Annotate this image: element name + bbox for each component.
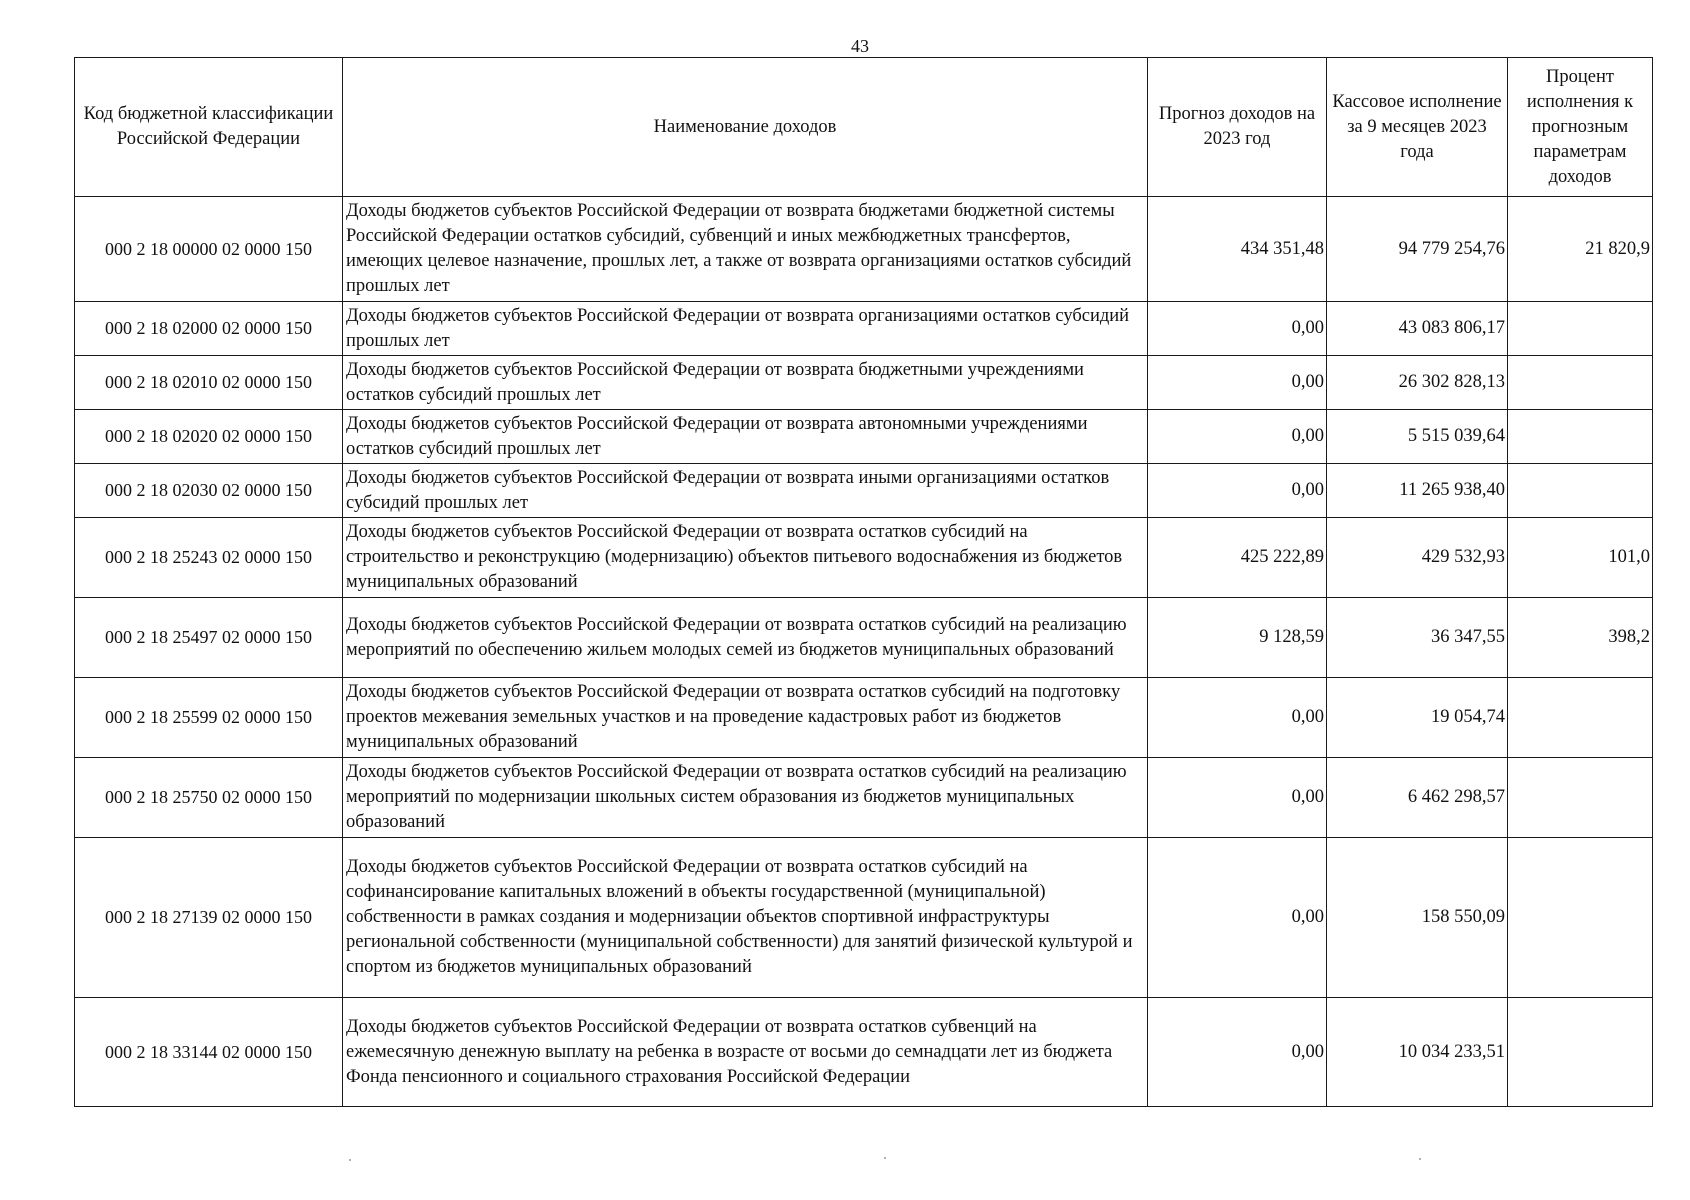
row-forecast: 425 222,89 (1148, 518, 1327, 598)
row-percent (1508, 464, 1653, 518)
row-name: Доходы бюджетов субъектов Российской Федерации от возврата бюджетами бюджетной системы Российской Федерации остатков субсидий, субвенций и иных межбюджетных трансфертов, имеющих целевое назначение, прошлых лет, а также от возврата организациями остатков субсидий прошлых лет (343, 197, 1148, 302)
row-percent: 398,2 (1508, 598, 1653, 678)
row-code: 000 2 18 25599 02 0000 150 (75, 678, 343, 758)
row-forecast: 9 128,59 (1148, 598, 1327, 678)
row-code: 000 2 18 02010 02 0000 150 (75, 356, 343, 410)
row-forecast: 0,00 (1148, 758, 1327, 838)
row-percent (1508, 678, 1653, 758)
row-actual: 36 347,55 (1327, 598, 1508, 678)
row-forecast: 0,00 (1148, 838, 1327, 998)
row-percent (1508, 758, 1653, 838)
header-code: Код бюджетной классификации Российской Федерации (75, 58, 343, 197)
row-forecast: 0,00 (1148, 678, 1327, 758)
row-percent: 101,0 (1508, 518, 1653, 598)
row-code: 000 2 18 02020 02 0000 150 (75, 410, 343, 464)
row-actual: 26 302 828,13 (1327, 356, 1508, 410)
row-percent (1508, 356, 1653, 410)
table-row (75, 838, 1653, 998)
header-name: Наименование доходов (343, 58, 1148, 197)
row-forecast: 0,00 (1148, 302, 1327, 356)
row-percent (1508, 410, 1653, 464)
header-percent: Процент исполнения к прогнозным параметрам доходов (1508, 58, 1653, 197)
table-row (75, 758, 1653, 838)
row-code: 000 2 18 33144 02 0000 150 (75, 998, 343, 1107)
row-code: 000 2 18 25497 02 0000 150 (75, 598, 343, 678)
row-actual: 43 083 806,17 (1327, 302, 1508, 356)
row-name: Доходы бюджетов субъектов Российской Федерации от возврата бюджетными учреждениями остатков субсидий прошлых лет (343, 356, 1148, 410)
table-row (75, 197, 1653, 302)
row-actual: 94 779 254,76 (1327, 197, 1508, 302)
row-name: Доходы бюджетов субъектов Российской Федерации от возврата организациями остатков субсидий прошлых лет (343, 302, 1148, 356)
row-name: Доходы бюджетов субъектов Российской Федерации от возврата остатков субвенций на ежемесячную денежную выплату на ребенка в возрасте от восьми до семнадцати лет из бюджета Фонда пенсионного и социального страхования Российской Федерации (343, 998, 1148, 1107)
table-row (75, 678, 1653, 758)
row-forecast: 0,00 (1148, 356, 1327, 410)
page-number: 43 (851, 36, 869, 56)
row-name: Доходы бюджетов субъектов Российской Федерации от возврата остатков субсидий на строительство и реконструкцию (модернизацию) объектов питьевого водоснабжения из бюджетов муниципальных образований (343, 518, 1148, 598)
row-actual: 11 265 938,40 (1327, 464, 1508, 518)
table-row (75, 464, 1653, 518)
table-header-row (75, 58, 1653, 197)
row-actual: 158 550,09 (1327, 838, 1508, 998)
row-code: 000 2 18 02000 02 0000 150 (75, 302, 343, 356)
scan-specks (0, 1150, 1690, 1170)
row-actual: 6 462 298,57 (1327, 758, 1508, 838)
row-percent (1508, 998, 1653, 1107)
row-percent: 21 820,9 (1508, 197, 1653, 302)
row-name: Доходы бюджетов субъектов Российской Федерации от возврата остатков субсидий на софинансирование капитальных вложений в объекты государственной (муниципальной) собственности в рамках создания и модернизации объектов спортивной инфраструктуры региональной собственности (муниципальной собственности) для занятий физической культурой и спортом из бюджетов муниципальных образований (343, 838, 1148, 998)
row-code: 000 2 18 25750 02 0000 150 (75, 758, 343, 838)
table-row (75, 518, 1653, 598)
row-percent (1508, 302, 1653, 356)
row-percent (1508, 838, 1653, 998)
row-forecast: 0,00 (1148, 998, 1327, 1107)
table-row (75, 302, 1653, 356)
row-actual: 429 532,93 (1327, 518, 1508, 598)
row-forecast: 0,00 (1148, 410, 1327, 464)
row-name: Доходы бюджетов субъектов Российской Федерации от возврата остатков субсидий на подготовку проектов межевания земельных участков и на проведение кадастровых работ из бюджетов муниципальных образований (343, 678, 1148, 758)
table-row (75, 410, 1653, 464)
row-actual: 19 054,74 (1327, 678, 1508, 758)
row-actual: 5 515 039,64 (1327, 410, 1508, 464)
row-forecast: 434 351,48 (1148, 197, 1327, 302)
header-forecast: Прогноз доходов на 2023 год (1148, 58, 1327, 197)
table-row (75, 356, 1653, 410)
row-code: 000 2 18 02030 02 0000 150 (75, 464, 343, 518)
row-name: Доходы бюджетов субъектов Российской Федерации от возврата остатков субсидий на реализацию мероприятий по модернизации школьных систем образования из бюджетов муниципальных образований (343, 758, 1148, 838)
table-row (75, 598, 1653, 678)
table-row (75, 998, 1653, 1107)
header-actual: Кассовое исполнение за 9 месяцев 2023 года (1327, 58, 1508, 197)
row-actual: 10 034 233,51 (1327, 998, 1508, 1107)
row-name: Доходы бюджетов субъектов Российской Федерации от возврата автономными учреждениями остатков субсидий прошлых лет (343, 410, 1148, 464)
row-name: Доходы бюджетов субъектов Российской Федерации от возврата остатков субсидий на реализацию мероприятий по обеспечению жильем молодых семей из бюджетов муниципальных образований (343, 598, 1148, 678)
row-code: 000 2 18 00000 02 0000 150 (75, 197, 343, 302)
row-code: 000 2 18 27139 02 0000 150 (75, 838, 343, 998)
row-name: Доходы бюджетов субъектов Российской Федерации от возврата иными организациями остатков субсидий прошлых лет (343, 464, 1148, 518)
revenue-table (74, 57, 1653, 1107)
row-forecast: 0,00 (1148, 464, 1327, 518)
row-code: 000 2 18 25243 02 0000 150 (75, 518, 343, 598)
